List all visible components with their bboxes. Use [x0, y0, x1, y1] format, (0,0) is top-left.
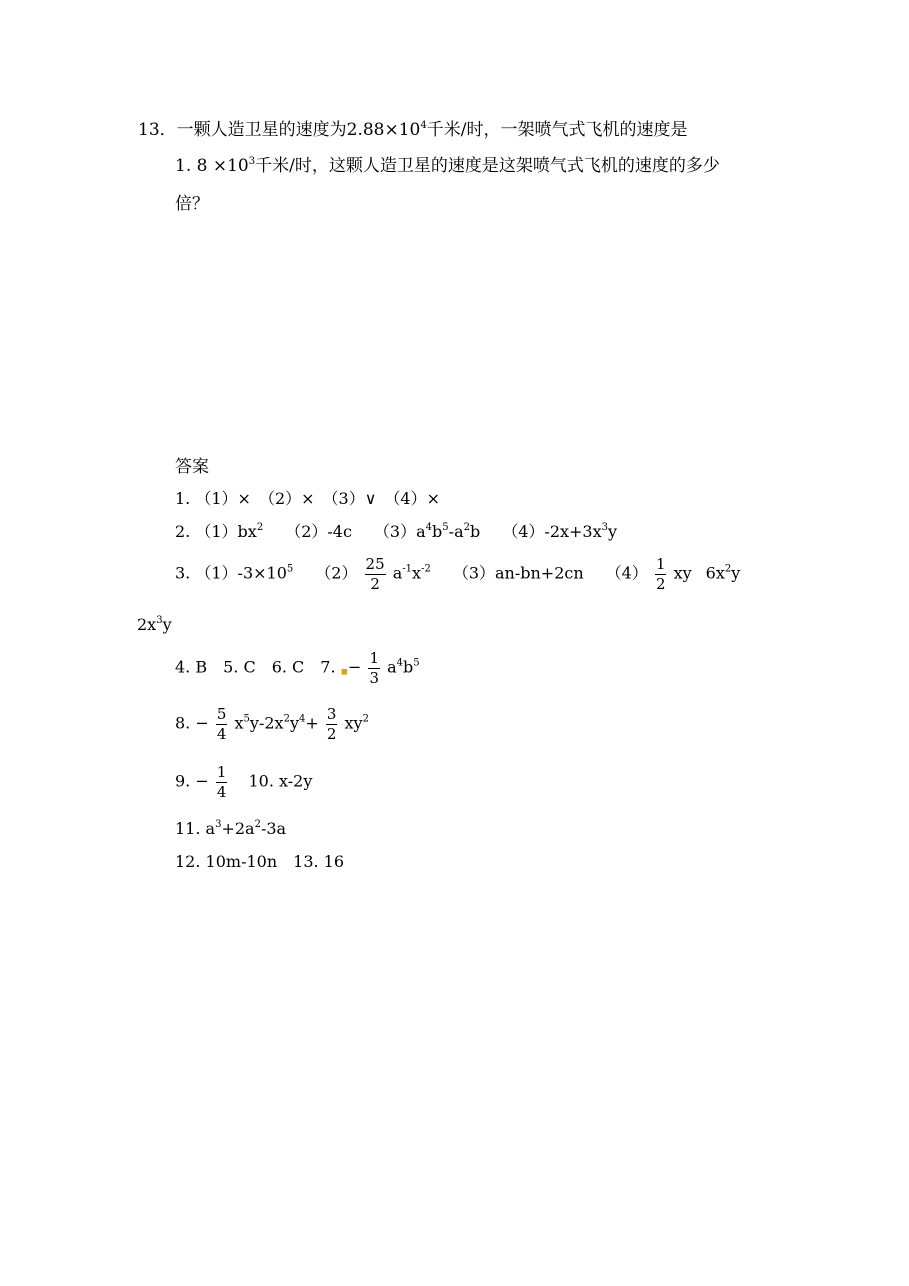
question-13-line1: 13．一颗人造卫星的速度为$2.88\times 10^4$千米/时，一架喷气式飞机的速度是 — [138, 120, 688, 140]
fraction-1-over-2: $\frac{1}{2}$ — [655, 555, 666, 593]
answer-1: 1. （1）× （2）× （3）∨ （4）× — [175, 489, 441, 508]
question-13-line2: 1. $8 \times 10^3$千米/时，这颗人造卫星的速度是这架喷气式飞机的速度的多少 — [175, 156, 720, 176]
answers-heading: 答案 — [175, 457, 209, 477]
fraction-1-over-3: $\frac{1}{3}$ — [369, 649, 380, 687]
answer-12-13: 12. 10m-10n 13. 16 — [175, 852, 345, 871]
fraction-5-over-4: $\frac{5}{4}$ — [216, 705, 227, 743]
answer-11: 11. $a^3+2a^2-3a$ — [175, 819, 287, 838]
answer-2: 2. $(1)bx^2$ （2）-4c $(3)a^4b^5-a^2b$ $(4)-2x+3x^3y$ — [175, 522, 618, 541]
fraction-1-over-4: $\frac{1}{4}$ — [216, 763, 227, 801]
answer-4-7: 4. B 5. C 6. C 7. ◾− $\frac{1}{3}$ $a^4b^5$ — [175, 649, 420, 687]
decorative-dot: ◾ — [340, 666, 348, 678]
answer-3: 3. $(1)-3\times 10^5$ （2） $\frac{25}{2}$ $a^{-1}x^{-2}$ （3）an-bn+2cn （4） $\frac{1}{2}$ xy $6x^2y$ — [175, 555, 741, 593]
question-number: 13． — [138, 120, 177, 140]
answer-8: 8. − $\frac{5}{4}$ $x^5y-2x^2y^4+$ $\frac{3}{2}$ $xy^2$ — [175, 705, 369, 743]
question-13-line3: 倍？ — [175, 194, 209, 214]
answer-9-10: 9. − $\frac{1}{4}$ 10. x-2y — [175, 763, 313, 801]
answer-3-wrap: $2x^3y$ — [137, 615, 172, 634]
fraction-25-over-2: $\frac{25}{2}$ — [365, 555, 385, 593]
fraction-3-over-2: $\frac{3}{2}$ — [326, 705, 337, 743]
